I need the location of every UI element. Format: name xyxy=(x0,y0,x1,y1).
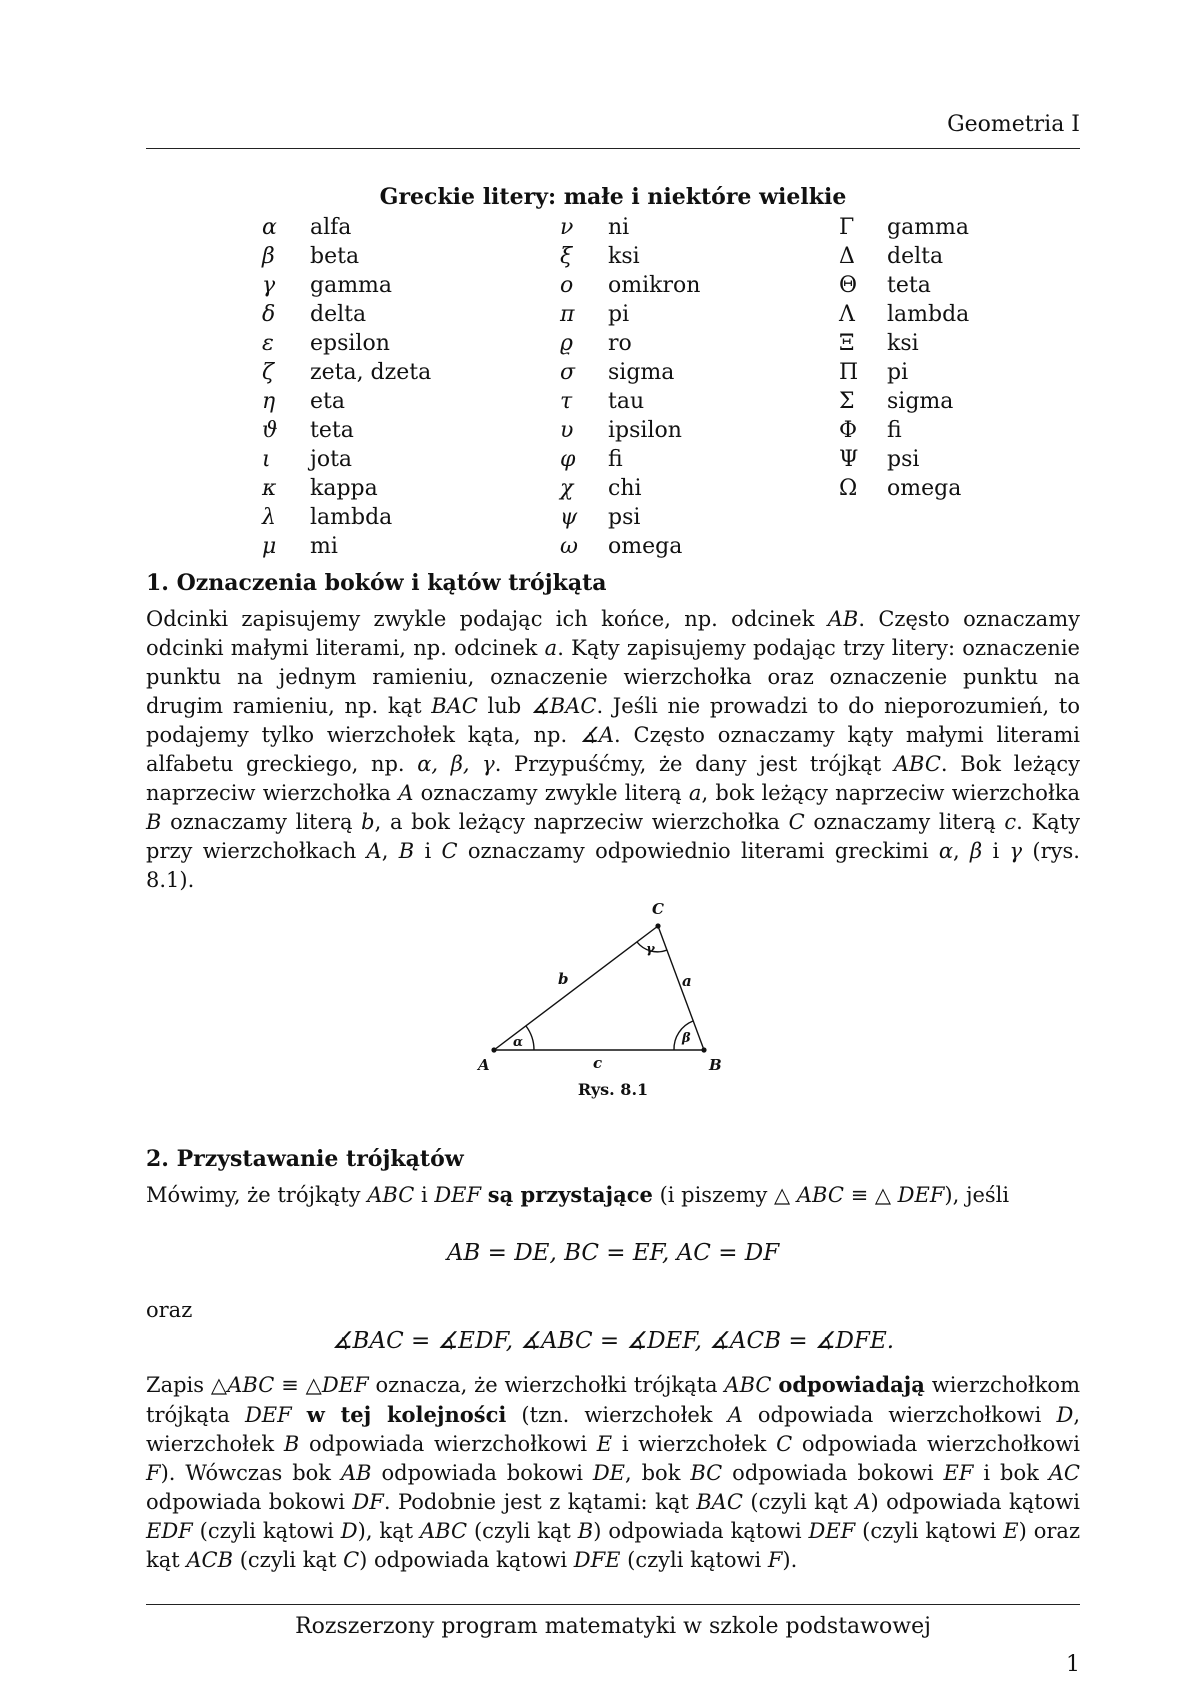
body-text: i bok xyxy=(973,1461,1049,1485)
greek-symbol: ω xyxy=(560,534,578,559)
greek-symbol: η xyxy=(262,389,276,414)
greek-letter-name: chi xyxy=(608,476,642,501)
greek-letter-name: fi xyxy=(608,447,623,472)
greek-letter-name: pi xyxy=(608,302,630,327)
side-a-label: a xyxy=(682,972,692,990)
greek-symbol: ν xyxy=(560,215,574,240)
header-title: Geometria I xyxy=(947,112,1080,137)
greek-symbol: o xyxy=(560,273,574,298)
body-text: ), kąt xyxy=(357,1519,420,1543)
greek-letter-row xyxy=(560,416,700,445)
body-text: odpowiada wierzchołkowi xyxy=(792,1432,1080,1456)
math-symbol: BAC xyxy=(696,1490,743,1514)
side-c-label: c xyxy=(593,1054,603,1072)
body-text: ) odpowiada kątowi xyxy=(870,1490,1080,1514)
greek-column-1 xyxy=(262,213,431,561)
emphasis-text: są przystające xyxy=(487,1182,653,1207)
body-text: Odcinki zapisujemy zwykle podając ich końce, np. odcinek xyxy=(146,607,828,631)
math-symbol: B xyxy=(283,1432,300,1456)
greek-letter-name: delta xyxy=(887,244,944,269)
math-symbol: DEF xyxy=(244,1403,292,1427)
math-symbol: DFE xyxy=(573,1548,621,1572)
math-symbol: △ ABC ≡ △ DEF xyxy=(774,1183,945,1207)
greek-letter-row xyxy=(560,213,700,242)
emphasis-text: w tej kolejności xyxy=(306,1402,507,1427)
body-text: oznacza, że wierzchołki trójkąta xyxy=(368,1373,725,1397)
greek-letter-name: alfa xyxy=(310,215,352,240)
math-symbol: ACB xyxy=(186,1548,234,1572)
math-symbol: EF xyxy=(943,1461,974,1485)
greek-letter-name: beta xyxy=(310,244,360,269)
greek-letter-name: ksi xyxy=(887,331,919,356)
math-symbol: a xyxy=(688,781,702,805)
greek-letter-name: sigma xyxy=(608,360,675,385)
greek-letter-name: pi xyxy=(887,360,909,385)
greek-symbol: λ xyxy=(262,505,276,530)
greek-letter-row xyxy=(839,271,969,300)
body-text: ) odpowiada kątowi xyxy=(359,1548,574,1572)
section-2-intro-text xyxy=(146,1180,1080,1210)
greek-letter-name: omikron xyxy=(608,273,701,298)
greek-letter-row xyxy=(262,300,431,329)
math-symbol: F xyxy=(767,1548,783,1572)
section-2-intro xyxy=(146,1180,1080,1210)
body-text: . Kąty przy wierzchołkach xyxy=(146,810,1081,863)
section-1-paragraph xyxy=(146,605,1080,895)
math-symbol: BC xyxy=(690,1461,723,1485)
greek-letter-name: epsilon xyxy=(310,331,390,356)
emphasis-text: odpowiadają xyxy=(778,1372,925,1397)
greek-letter-row xyxy=(839,445,969,474)
greek-symbol: π xyxy=(560,302,575,327)
math-symbol: ABC xyxy=(367,1183,415,1207)
math-symbol: ABC xyxy=(420,1519,468,1543)
math-symbol: E xyxy=(596,1432,613,1456)
greek-symbol: ζ xyxy=(262,360,274,385)
greek-letter-name: omega xyxy=(887,476,962,501)
greek-letter-name: jota xyxy=(310,447,353,472)
section-1-text xyxy=(146,605,1080,895)
oraz-text: oraz xyxy=(146,1298,193,1322)
equation-sides: AB = DE, BC = EF, AC = DF xyxy=(446,1240,780,1266)
document-page xyxy=(146,0,1080,1696)
math-symbol: a xyxy=(544,636,558,660)
section-2-paragraph xyxy=(146,1370,1080,1575)
body-text: (czyli kąt xyxy=(233,1548,344,1572)
math-symbol: b xyxy=(361,810,375,834)
math-symbol: E xyxy=(1003,1519,1019,1543)
greek-symbol: Γ xyxy=(839,215,855,240)
body-text: (czyli kątowi xyxy=(620,1548,768,1572)
equation-angles: ∡BAC = ∡EDF, ∡ABC = ∡DEF, ∡ACB = ∡DFE. xyxy=(331,1328,895,1354)
greek-letter-name: fi xyxy=(887,418,902,443)
greek-letter-row xyxy=(560,329,700,358)
greek-letter-row xyxy=(262,532,431,561)
greek-letter-row xyxy=(560,271,700,300)
greek-letter-row xyxy=(839,300,969,329)
greek-letter-name: lambda xyxy=(310,505,393,530)
greek-letter-row xyxy=(560,300,700,329)
greek-letter-name: ni xyxy=(608,215,630,240)
figure-caption: Rys. 8.1 xyxy=(577,1080,649,1099)
greek-symbol: Δ xyxy=(839,244,855,269)
greek-letter-row xyxy=(560,445,700,474)
math-symbol: B xyxy=(577,1519,594,1543)
math-symbol: D xyxy=(1056,1403,1074,1427)
body-text: , bok xyxy=(625,1461,691,1485)
greek-letter-row xyxy=(839,213,969,242)
section-2-heading: 2. Przystawanie trójkątów xyxy=(146,1146,464,1172)
math-symbol: C xyxy=(788,810,805,834)
math-symbol: EDF xyxy=(146,1519,193,1543)
greek-letter-row xyxy=(560,503,700,532)
body-text: , bok leżący naprzeciw wierzchołka xyxy=(701,781,1081,805)
math-symbol: A xyxy=(855,1490,871,1514)
greek-letter-row xyxy=(262,503,431,532)
vertex-B-label: B xyxy=(709,1056,722,1074)
body-text: ). xyxy=(782,1548,798,1572)
vertex-A-label: A xyxy=(478,1056,490,1074)
greek-symbol: ε xyxy=(262,331,274,356)
math-symbol: AB xyxy=(340,1461,372,1485)
body-text: . Często oznaczamy odcinki małymi literami, np. odcinek xyxy=(146,607,1080,660)
math-symbol: ABC xyxy=(724,1373,772,1397)
body-text: (czyli kątowi xyxy=(855,1519,1004,1543)
greek-letter-name: sigma xyxy=(887,389,954,414)
body-text: oznaczamy odpowiednio literami greckimi xyxy=(457,839,939,863)
angle-beta-label: β xyxy=(682,1031,691,1046)
body-text: oznaczamy literą xyxy=(804,810,1005,834)
greek-letter-name: psi xyxy=(887,447,920,472)
body-text: . Bok leżący naprzeciw wierzchołka xyxy=(146,752,1080,805)
running-header xyxy=(146,110,1080,149)
body-text: i xyxy=(414,1183,435,1207)
greek-letter-name: ksi xyxy=(608,244,640,269)
body-text: odpowiada bokowi xyxy=(722,1461,944,1485)
greek-letter-row xyxy=(262,271,431,300)
greek-symbol: γ xyxy=(262,273,276,298)
math-symbol: AB xyxy=(827,607,859,631)
greek-letter-name: eta xyxy=(310,389,345,414)
math-symbol: α xyxy=(938,839,954,863)
body-text: ) oraz kąt xyxy=(146,1519,1081,1572)
greek-letter-row xyxy=(560,387,700,416)
body-text: Mówimy, że trójkąty xyxy=(146,1183,368,1207)
greek-table-title: Greckie litery: małe i niektóre wielkie xyxy=(379,184,847,210)
greek-letter-name: teta xyxy=(310,418,354,443)
greek-symbol: Ψ xyxy=(839,447,859,472)
body-text: (czyli kąt xyxy=(742,1490,856,1514)
greek-letter-row xyxy=(560,242,700,271)
math-symbol: c xyxy=(1004,810,1017,834)
greek-letter-row xyxy=(262,474,431,503)
math-symbol: ∡BAC xyxy=(530,694,597,718)
section-2-text xyxy=(146,1370,1080,1575)
side-b-label: b xyxy=(558,970,569,988)
body-text: . Jeśli nie prowadzi to do nieporozumień, to podajemy tylko wierzchołek kąta, np. xyxy=(146,694,1080,747)
body-text: ) odpowiada kątowi xyxy=(593,1519,809,1543)
body-text: ). Wówczas bok xyxy=(160,1461,341,1485)
body-text: . Przypuśćmy, że dany jest trójkąt xyxy=(494,752,894,776)
greek-letter-row xyxy=(839,242,969,271)
math-symbol: β xyxy=(970,839,983,863)
greek-letter-name: delta xyxy=(310,302,367,327)
body-text: (tzn. wierzchołek xyxy=(506,1403,728,1427)
greek-letter-row xyxy=(839,474,969,503)
angle-alpha-arc xyxy=(526,1026,534,1050)
greek-symbol: Π xyxy=(839,360,859,385)
greek-symbol: φ xyxy=(560,447,576,472)
math-symbol: DE xyxy=(592,1461,626,1485)
greek-symbol: μ xyxy=(262,534,277,559)
greek-letter-row xyxy=(262,242,431,271)
body-text: oznaczamy literą xyxy=(161,810,362,834)
body-text: (rys. 8.1). xyxy=(146,839,1080,892)
greek-letter-row xyxy=(839,358,969,387)
vertex-A-point xyxy=(491,1047,496,1052)
footer-rule xyxy=(146,1604,1080,1605)
greek-letter-name: ro xyxy=(608,331,632,356)
body-text xyxy=(292,1403,307,1427)
greek-symbol: χ xyxy=(560,476,574,501)
greek-symbol: α xyxy=(262,215,277,240)
greek-symbol: Θ xyxy=(839,273,858,298)
math-symbol: A xyxy=(727,1403,743,1427)
math-symbol: ABC xyxy=(893,752,941,776)
math-symbol: C xyxy=(776,1432,793,1456)
greek-letter-name: zeta, dzeta xyxy=(310,360,432,385)
page-number: 1 xyxy=(1066,1652,1080,1677)
math-symbol: △ABC ≡ △DEF xyxy=(210,1373,369,1397)
greek-letter-name: teta xyxy=(887,273,931,298)
body-text: . Często oznaczamy kąty małymi literami alfabetu greckiego, np. xyxy=(146,723,1080,776)
math-symbol: DF xyxy=(352,1490,384,1514)
body-text: (czyli kąt xyxy=(467,1519,578,1543)
greek-column-3 xyxy=(839,213,969,503)
greek-column-2 xyxy=(560,213,700,561)
greek-symbol: υ xyxy=(560,418,574,443)
body-text: . Kąty zapisujemy podając trzy litery: oznaczenie punktu na jednym ramieniu, oznaczenie wierzchołka oraz oznaczenie punktu na drugim ramieniu, np. kąt xyxy=(146,636,1080,718)
vertex-C-label: C xyxy=(652,900,664,918)
greek-letter-row xyxy=(560,474,700,503)
body-text: odpowiada wierzchołkowi xyxy=(299,1432,597,1456)
greek-letter-name: psi xyxy=(608,505,641,530)
greek-symbol: Φ xyxy=(839,418,858,443)
greek-symbol: Σ xyxy=(839,389,855,414)
greek-symbol: ι xyxy=(262,447,271,472)
vertex-B-point xyxy=(701,1047,706,1052)
math-symbol: B xyxy=(146,810,162,834)
body-text: i wierzchołek xyxy=(612,1432,777,1456)
greek-letter-row xyxy=(839,387,969,416)
greek-letter-row xyxy=(262,358,431,387)
footer-text: Rozszerzony program matematyki w szkole podstawowej xyxy=(295,1614,931,1639)
body-text: lub xyxy=(477,694,531,718)
math-symbol: A xyxy=(398,781,414,805)
vertex-C-point xyxy=(655,923,660,928)
greek-letter-row xyxy=(262,445,431,474)
greek-letter-row xyxy=(560,358,700,387)
body-text: wierzchołkom trójkąta xyxy=(146,1373,1080,1427)
greek-symbol: τ xyxy=(560,389,573,414)
body-text: oznaczamy zwykle literą xyxy=(413,781,689,805)
greek-letter-name: mi xyxy=(310,534,338,559)
angle-alpha-label: α xyxy=(513,1035,524,1050)
greek-letter-row xyxy=(262,213,431,242)
triangle-figure xyxy=(446,890,776,1110)
body-text: , a bok leżący naprzeciw wierzchołka xyxy=(374,810,789,834)
math-symbol: γ xyxy=(1009,839,1023,863)
angle-gamma-label: γ xyxy=(646,942,655,957)
greek-letter-name: gamma xyxy=(887,215,970,240)
greek-letter-name: omega xyxy=(608,534,683,559)
greek-letter-row xyxy=(262,329,431,358)
greek-symbol: δ xyxy=(262,302,276,327)
greek-symbol: Ξ xyxy=(839,331,855,356)
body-text: i xyxy=(414,839,442,863)
math-symbol: α, β, γ xyxy=(417,752,495,776)
greek-letter-row xyxy=(262,416,431,445)
greek-symbol: ξ xyxy=(560,244,573,269)
math-symbol: AC xyxy=(1048,1461,1080,1485)
greek-letter-name: gamma xyxy=(310,273,393,298)
greek-letter-row xyxy=(839,329,969,358)
greek-symbol: Ω xyxy=(839,476,858,501)
math-symbol: B xyxy=(398,839,415,863)
section-1-heading: 1. Oznaczenia boków i kątów trójkąta xyxy=(146,570,607,596)
greek-symbol: ϱ xyxy=(560,331,573,356)
body-text xyxy=(481,1183,488,1207)
greek-letter-name: ipsilon xyxy=(608,418,682,443)
body-text: (i piszemy xyxy=(652,1183,775,1207)
body-text: odpowiada bokowi xyxy=(371,1461,593,1485)
body-text: . Podobnie jest z kątami: kąt xyxy=(383,1490,697,1514)
body-text: odpowiada bokowi xyxy=(146,1490,353,1514)
body-text: ), jeśli xyxy=(944,1183,1010,1207)
greek-symbol: Λ xyxy=(839,302,855,327)
math-symbol: DEF xyxy=(808,1519,856,1543)
math-symbol: ∡A xyxy=(580,723,615,747)
greek-symbol: κ xyxy=(262,476,277,501)
greek-symbol: σ xyxy=(560,360,576,385)
body-text: , wierzchołek xyxy=(146,1403,1080,1456)
greek-symbol: β xyxy=(262,244,275,269)
math-symbol: D xyxy=(340,1519,358,1543)
body-text: Zapis xyxy=(146,1373,211,1397)
math-symbol: C xyxy=(441,839,458,863)
math-symbol: F xyxy=(146,1461,161,1485)
body-text: , xyxy=(953,839,971,863)
math-symbol: C xyxy=(343,1548,360,1572)
body-text: (czyli kątowi xyxy=(192,1519,341,1543)
greek-letter-name: tau xyxy=(608,389,645,414)
greek-letter-name: lambda xyxy=(887,302,970,327)
math-symbol: DEF xyxy=(434,1183,482,1207)
body-text: odpowiada wierzchołkowi xyxy=(742,1403,1057,1427)
math-symbol: BAC xyxy=(431,694,478,718)
body-text: i xyxy=(982,839,1010,863)
greek-letter-row xyxy=(839,416,969,445)
greek-letter-name: kappa xyxy=(310,476,378,501)
greek-symbol: ψ xyxy=(560,505,578,530)
math-symbol: A xyxy=(366,839,382,863)
greek-symbol: ϑ xyxy=(262,418,278,443)
body-text: , xyxy=(381,839,399,863)
greek-letter-row xyxy=(560,532,700,561)
greek-letter-row xyxy=(262,387,431,416)
